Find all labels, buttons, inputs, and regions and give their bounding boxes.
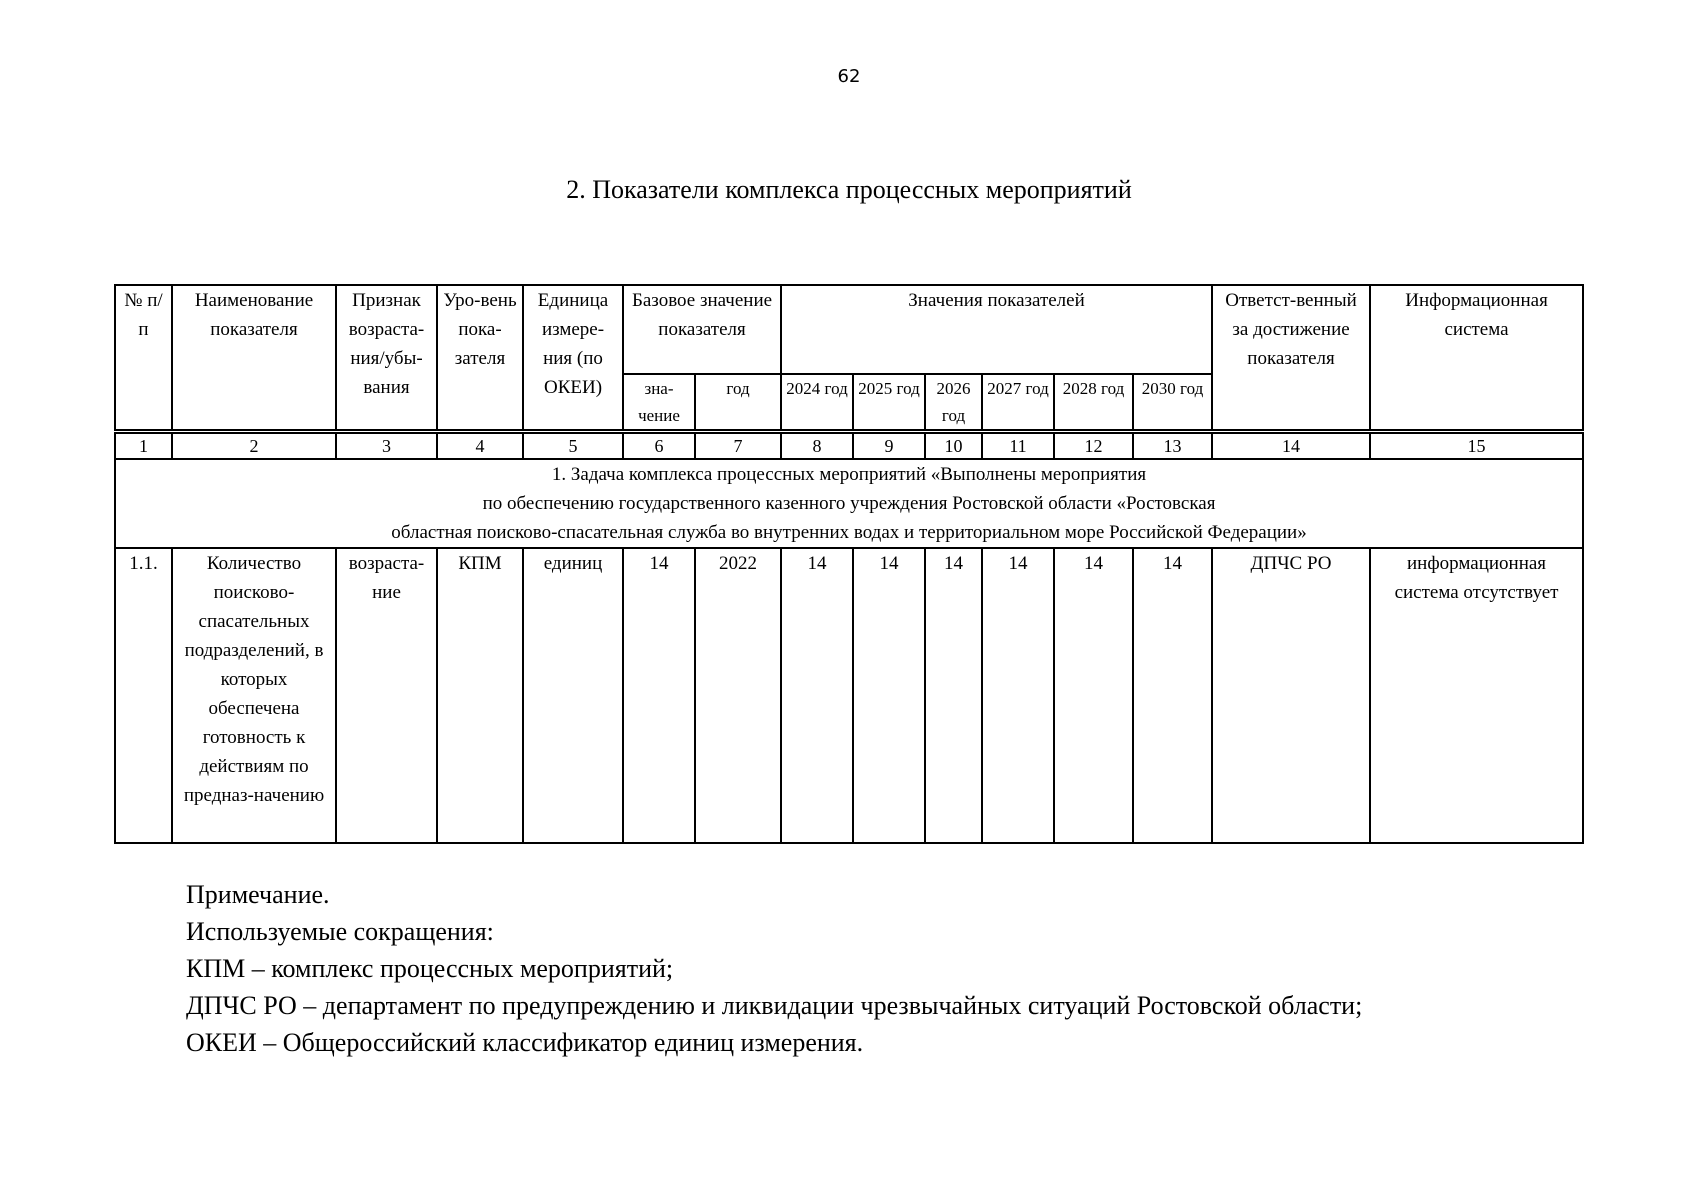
column-number: 2 [172,432,336,460]
row-base-value: 14 [623,548,695,843]
task-cell [115,459,1583,548]
header-sign: Признак возраста-ния/убы-вания [336,285,437,432]
header-info-system: Информационная система [1370,285,1583,432]
abbreviation-item: ДПЧС РО – департамент по предупреждению и ликвидации чрезвычайных ситуаций Ростовской области; [186,991,1363,1020]
header-year-2026: 2026 год [925,374,982,432]
row-num: 1.1. [115,548,172,843]
column-number-row [115,432,1583,460]
indicators-table [114,284,1584,844]
header-base-value: зна-чение [623,374,695,432]
column-number: 9 [853,432,925,460]
abbreviations-heading: Используемые сокращения: [186,917,494,946]
table-row [115,548,1583,843]
header-base-year: год [695,374,781,432]
header-year-2024: 2024 год [781,374,853,432]
notes-section [186,876,1606,1061]
header-unit: Единица измере-ния (по ОКЕИ) [523,285,623,432]
column-number: 4 [437,432,523,460]
row-value-2024: 14 [781,548,853,843]
header-values: Значения показателей [781,285,1212,374]
column-number: 15 [1370,432,1583,460]
abbreviation-item: КПМ – комплекс процессных мероприятий; [186,954,674,983]
header-base: Базовое значение показателя [623,285,781,374]
row-unit: единиц [523,548,623,843]
row-base-year: 2022 [695,548,781,843]
column-number: 5 [523,432,623,460]
header-num: № п/п [115,285,172,432]
column-number: 1 [115,432,172,460]
row-level: КПМ [437,548,523,843]
row-value-2026: 14 [925,548,982,843]
task-line-1: 1. Задача комплекса процессных мероприятий «Выполнены мероприятия [551,464,1147,485]
header-year-2028: 2028 год [1054,374,1133,432]
page-number: 62 [837,66,861,87]
row-value-2028: 14 [1054,548,1133,843]
header-year-2030: 2030 год [1133,374,1212,432]
column-number: 12 [1054,432,1133,460]
row-sign: возраста-ние [336,548,437,843]
row-value-2027: 14 [982,548,1054,843]
row-name: Количество поисково-спасательных подразделений, в которых обеспечена готовность к действиям по предназ-начению [172,548,336,843]
column-number: 8 [781,432,853,460]
row-value-2025: 14 [853,548,925,843]
task-line-3: областная поисково-спасательная служба во внутренних водах и территориальном море Российской Федерации» [391,522,1307,543]
column-number: 10 [925,432,982,460]
abbreviation-item: ОКЕИ – Общероссийский классификатор единиц измерения. [186,1028,864,1057]
header-name: Наименование показателя [172,285,336,432]
column-number: 14 [1212,432,1370,460]
task-row [115,459,1583,548]
column-number: 7 [695,432,781,460]
row-info-system: информационная система отсутствует [1370,548,1583,843]
header-year-2027: 2027 год [982,374,1054,432]
header-row-1 [115,285,1583,374]
header-responsible: Ответст-венный за достижение показателя [1212,285,1370,432]
row-responsible: ДПЧС РО [1212,548,1370,843]
notes-heading: Примечание. [186,880,330,909]
column-number: 3 [336,432,437,460]
task-line-2: по обеспечению государственного казенного учреждения Ростовской области «Ростовская [482,493,1216,514]
page-title: 2. Показатели комплекса процессных мероприятий [566,175,1132,204]
header-level: Уро-вень пока-зателя [437,285,523,432]
column-number: 11 [982,432,1054,460]
header-year-2025: 2025 год [853,374,925,432]
row-value-2030: 14 [1133,548,1212,843]
column-number: 13 [1133,432,1212,460]
column-number: 6 [623,432,695,460]
